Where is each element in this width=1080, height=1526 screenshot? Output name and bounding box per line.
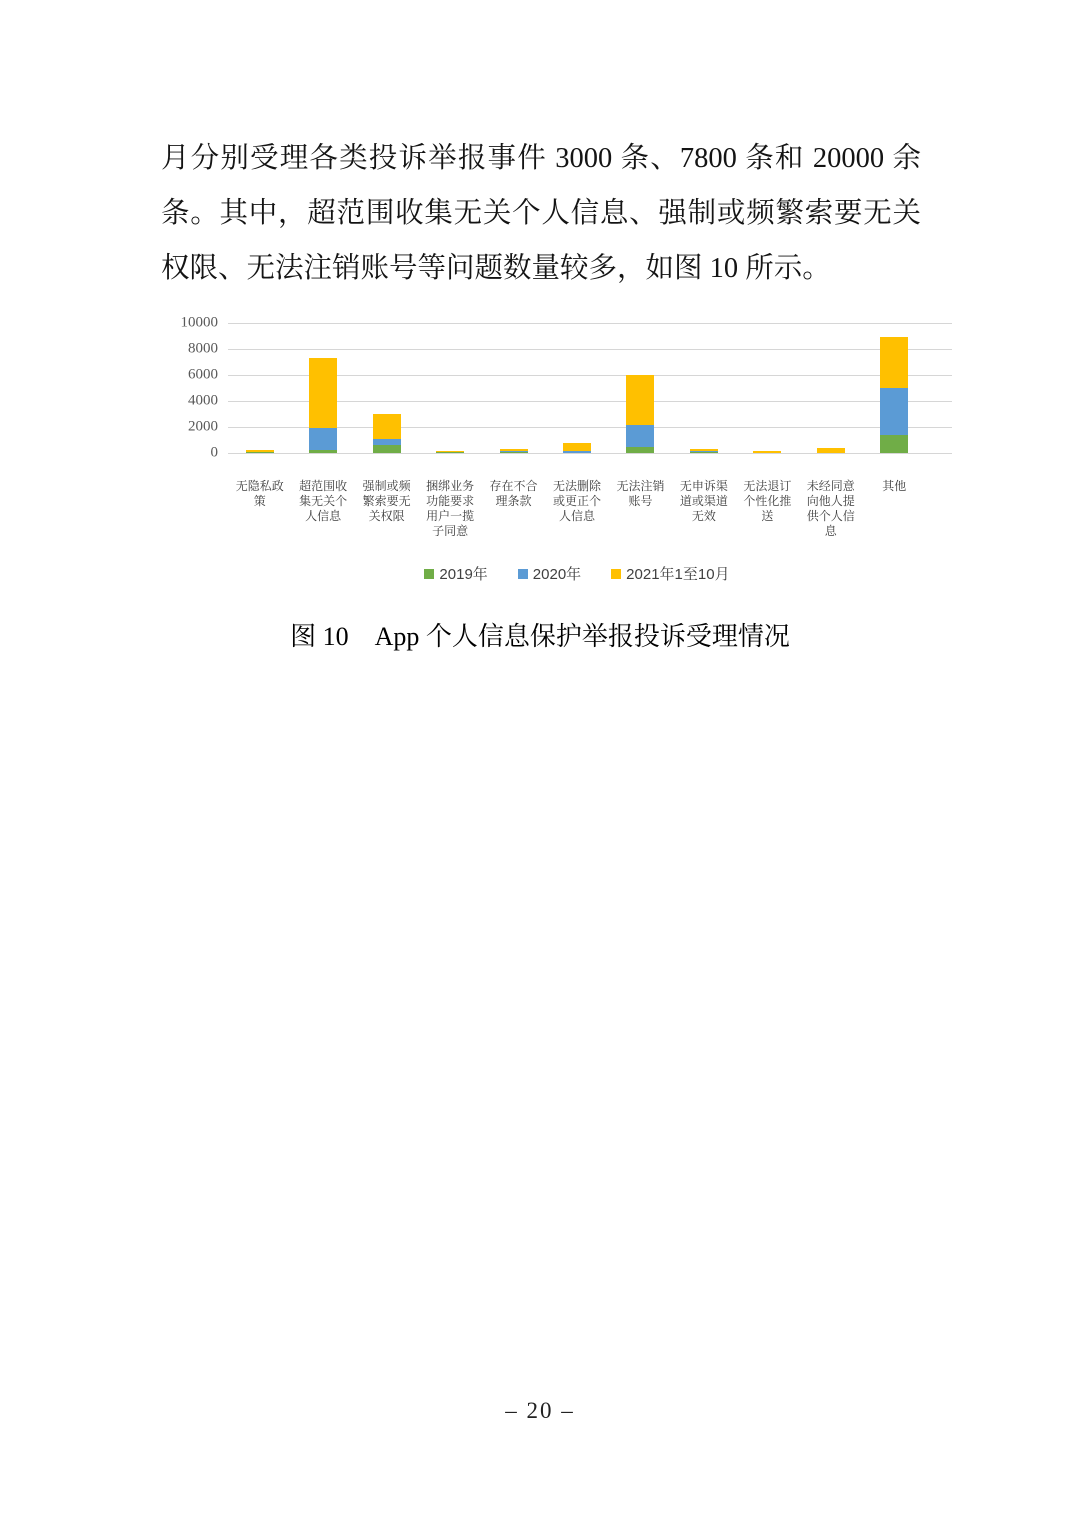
y-axis-tick-label: 2000 [188,418,218,435]
bar-segment-2021年1至10月 [817,448,845,453]
bar-segment-2019年 [373,445,401,453]
bar-column [736,323,799,453]
bar-segment-2021年1至10月 [563,443,591,451]
bar-column [355,323,418,453]
x-axis-category-label: 强制或频繁索要无关权限 [362,479,411,523]
bar-segment-2019年 [626,447,654,453]
bar-segment-2021年1至10月 [309,358,337,428]
stacked-bar [690,449,718,453]
figure-chart [168,313,968,584]
x-axis-category-label: 无法退订个性化推送 [743,479,792,523]
stacked-bar [626,375,654,453]
legend-label: 2019年 [439,566,488,583]
x-axis-category-label: 超范围收集无关个人信息 [299,479,348,523]
legend-item [424,563,487,584]
bar-column [228,323,291,453]
x-axis-category-label: 其他 [882,479,907,493]
bar-segment-2021年1至10月 [373,414,401,439]
stacked-bar [246,450,274,453]
bar-segment-2020年 [563,451,591,453]
bar-segment-2019年 [690,452,718,453]
x-axis-category-label: 无申诉渠道或渠道无效 [679,479,728,523]
legend-label: 2021年1至10月 [626,566,730,583]
page-number: – 20 – [505,1398,575,1423]
legend-label: 2020年 [532,566,582,583]
bar-column [418,323,481,453]
bar-segment-2021年1至10月 [880,337,908,388]
paragraph-line: 权限、无法注销账号等问题数量较多，如图 10 所示。 [161,253,831,284]
bars-row [228,323,926,453]
stacked-bar [436,451,464,453]
bar-column [609,323,672,453]
stacked-bar [880,337,908,453]
x-axis-category-label: 无法删除或更正个人信息 [552,479,601,523]
chart-plot [180,314,952,461]
x-axis-category-label: 捆绑业务功能要求用户一揽子同意 [426,479,475,538]
y-axis-tick-label: 6000 [188,366,218,383]
paragraph-line: 条。其中，超范围收集无关个人信息、强制或频繁索要无关 [161,198,921,229]
bar-segment-2019年 [309,450,337,453]
chart-legend [228,563,926,584]
y-axis-tick-label: 8000 [188,340,218,357]
paragraph-line: 月分别受理各类投诉举报事件 3000 条、7800 条和 20000 余 [161,143,921,174]
body-paragraph [161,131,921,296]
bar-segment-2020年 [626,425,654,447]
x-axis-category-labels [228,479,926,539]
bar-column [672,323,735,453]
gridline [228,453,952,454]
legend-item [611,563,729,584]
stacked-bar [817,448,845,453]
bar-segment-2019年 [880,435,908,453]
legend-swatch [518,569,528,579]
x-axis-category-label: 未经同意向他人提供个人信息 [806,479,855,538]
legend-swatch [424,569,434,579]
stacked-bar [373,414,401,453]
bar-segment-2020年 [309,428,337,449]
x-axis-category-label: 无法注销账号 [616,479,665,508]
x-axis-category-label: 无隐私政策 [235,479,284,508]
bar-segment-2020年 [880,388,908,435]
bar-column [482,323,545,453]
legend-swatch [611,569,621,579]
stacked-bar [563,443,591,453]
y-axis-tick-label: 0 [210,444,218,461]
stacked-bar [309,358,337,453]
y-axis-tick-label: 10000 [180,314,218,331]
stacked-bar [753,451,781,453]
bar-column [799,323,862,453]
x-axis-category-label: 存在不合理条款 [489,479,538,508]
bar-segment-2021年1至10月 [626,375,654,425]
stacked-bar [500,449,528,453]
figure-caption: 图 10 App 个人信息保护举报投诉受理情况 [290,622,790,651]
bar-column [291,323,354,453]
bar-column [545,323,608,453]
bar-segment-2021年1至10月 [753,451,781,453]
bar-column [863,323,926,453]
bar-segment-2019年 [436,452,464,453]
bar-segment-2019年 [500,452,528,453]
bar-segment-2019年 [246,452,274,453]
legend-item [518,563,581,584]
y-axis-tick-label: 4000 [188,392,218,409]
